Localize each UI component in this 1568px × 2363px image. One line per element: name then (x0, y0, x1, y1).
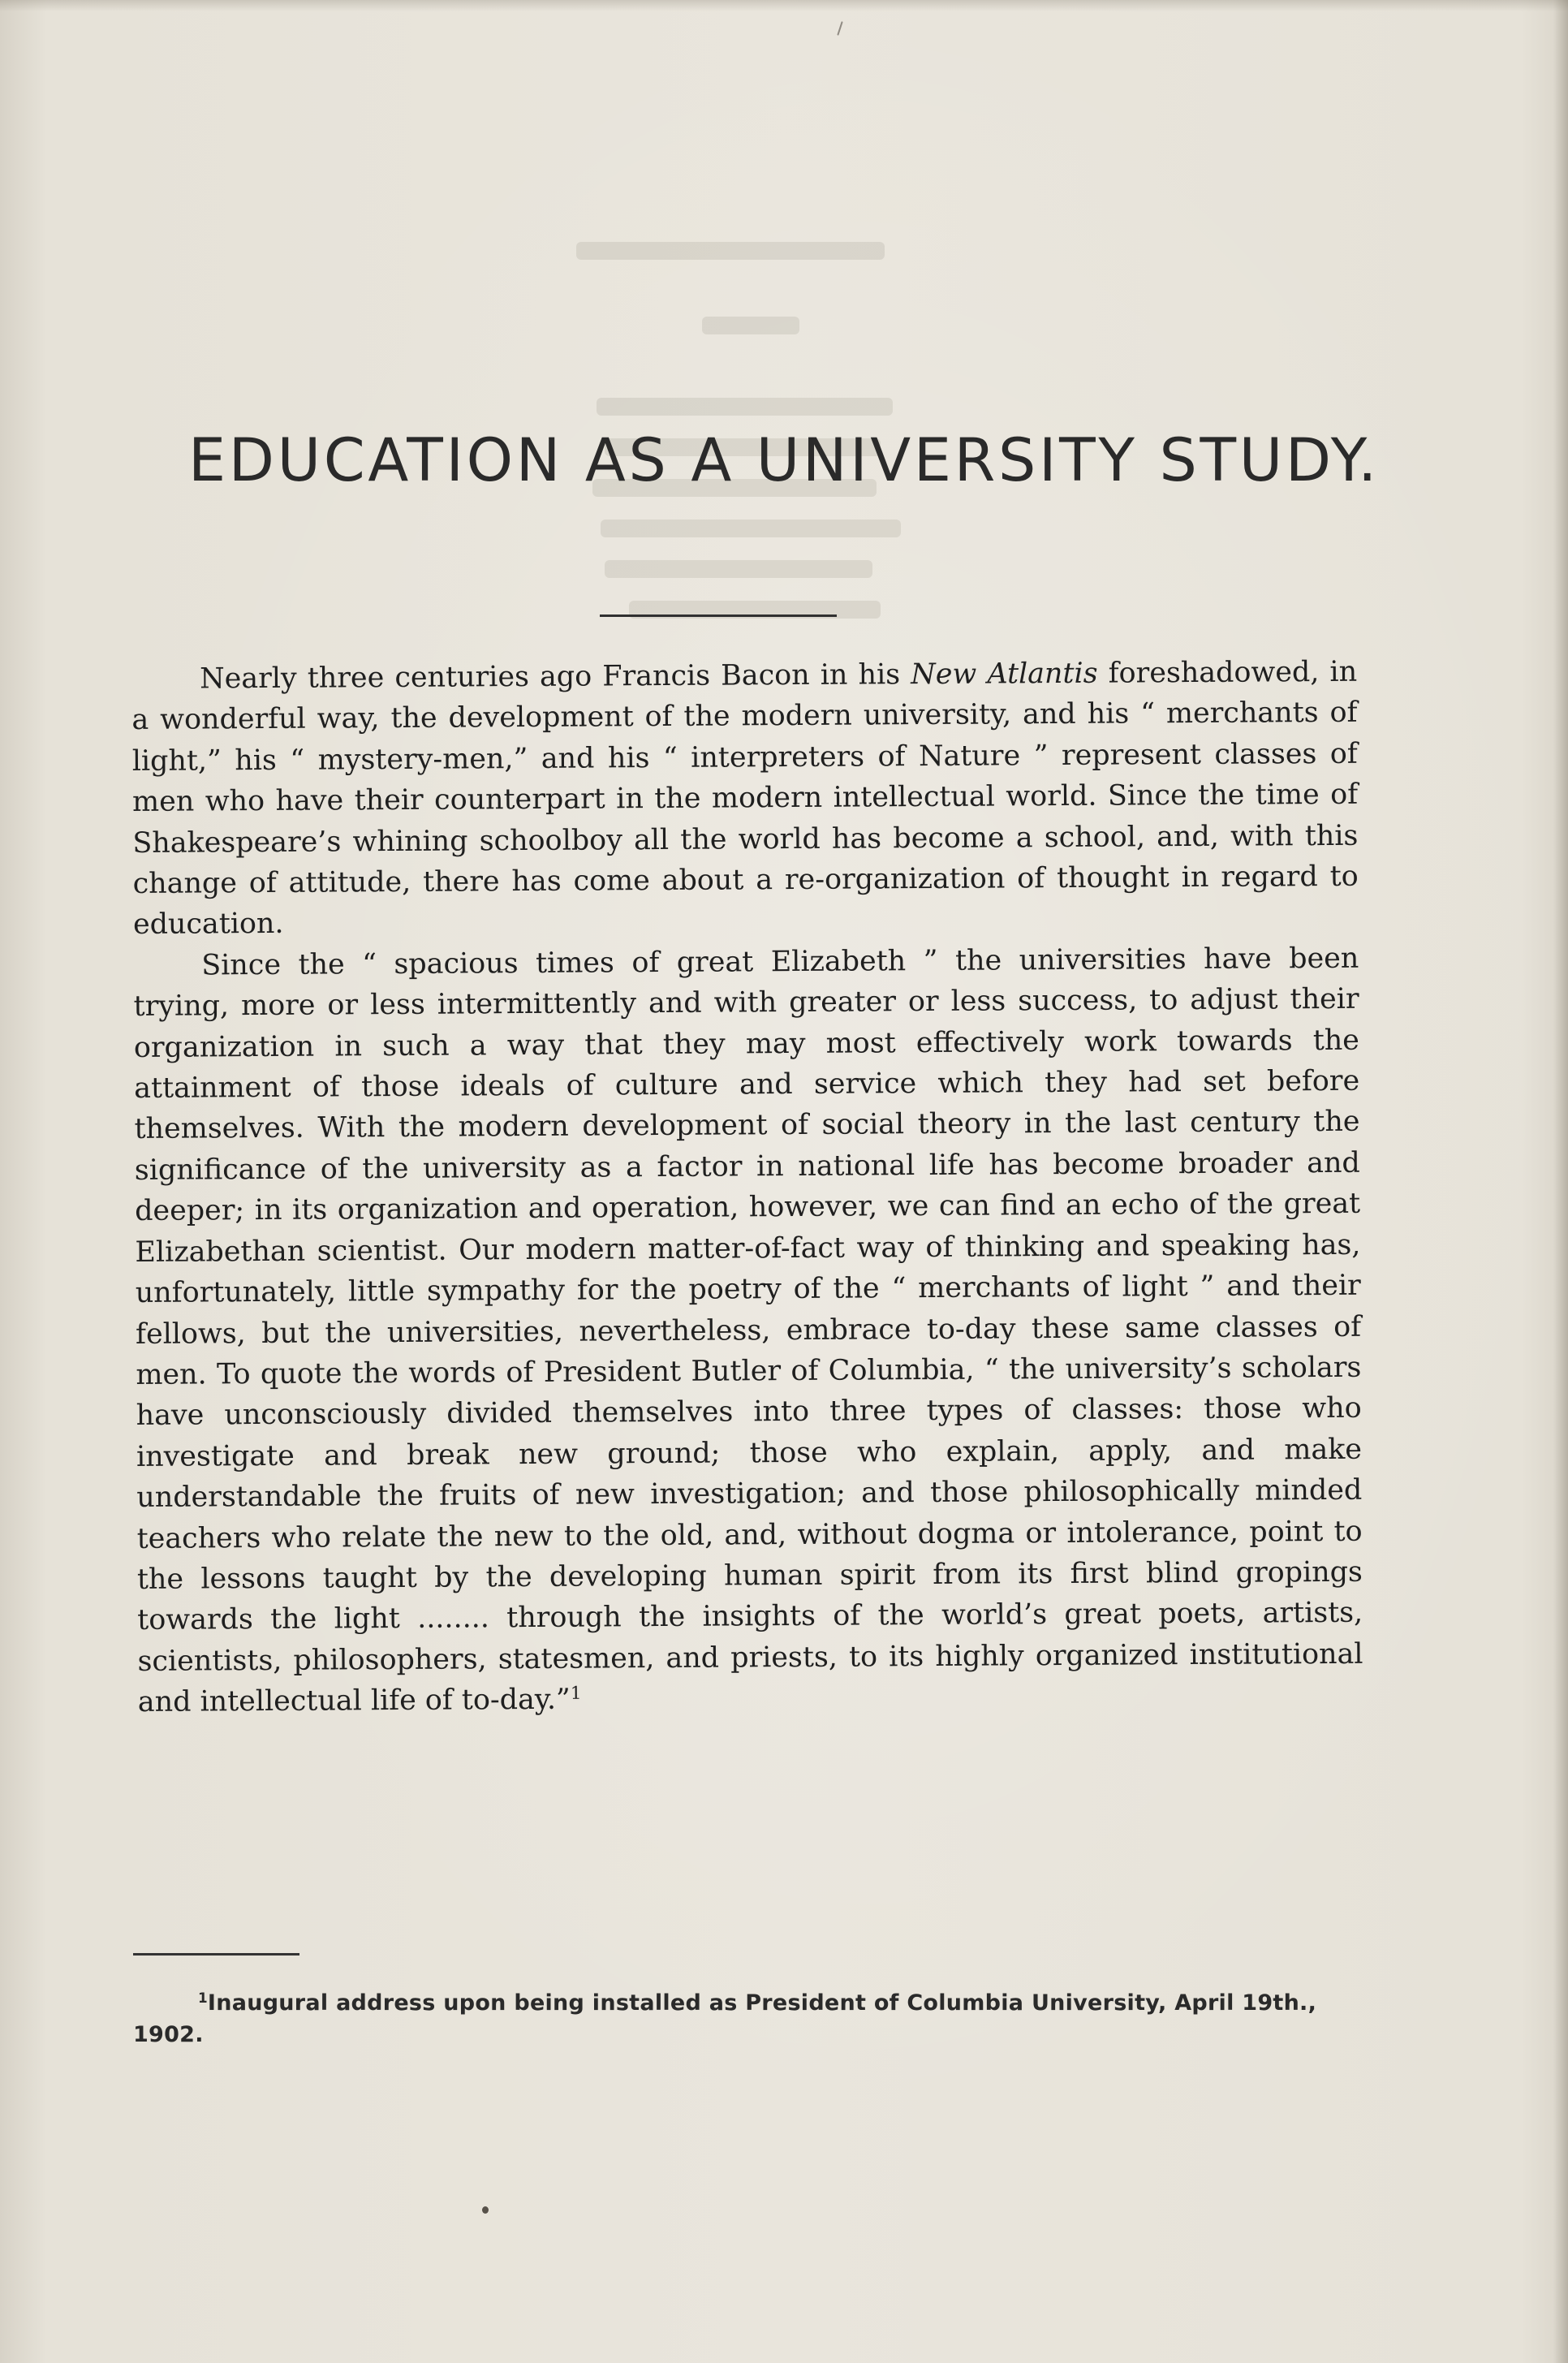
show-through-line (702, 317, 799, 334)
page-top-edge (0, 0, 1568, 11)
paragraph-2 (133, 938, 1363, 1723)
show-through-line (601, 520, 901, 537)
footnote-reference: 1 (570, 1683, 582, 1704)
paragraph-1-italic-title: New Atlantis (911, 657, 1098, 692)
paragraph-1-text-after: foreshadowed, in a wonderful way, the development of the modern university, and his “ merchants of light,” his “ mystery-men,” and his “ interpreters of Nature ” represent classes of men who have their counterpart in the modern intellectual world. Since the time of Shakespeare’s whining schoolboy all the world has become a school, and, with this change of attitude, there has come about a re-organization of thought in regard to education. (131, 655, 1359, 942)
footnote-text: Inaugural address upon being installed as President of Columbia University, April 19th., 1902. (133, 1990, 1317, 2047)
page-title: EDUCATION AS A UNIVERSITY STUDY. (187, 426, 1380, 495)
paper-speck (482, 2206, 489, 2214)
show-through-line (605, 560, 872, 578)
paragraph-1 (131, 652, 1359, 946)
show-through-line (597, 398, 893, 416)
show-through-line (576, 242, 885, 260)
paragraph-1-text-before: Nearly three centuries ago Francis Bacon in his (200, 658, 911, 696)
footnote-rule (133, 1953, 299, 1956)
title-rule (600, 614, 837, 617)
footnote (133, 1987, 1363, 2050)
page-right-edge (1553, 0, 1568, 2363)
paper-speck (837, 21, 842, 36)
body-text (131, 652, 1363, 1723)
footnote-marker: 1 (198, 1989, 208, 2006)
paragraph-2-text: Since the “ spacious times of great Elizabeth ” the universities have been trying, more or less intermittently and with greater or less success, to adjust their organization in such a way that they may most effectively work towards the attainment of those ideals of culture and service which they had set before themselves. With the modern development of social theory in the last century the significance of the university as a factor in national life has become broader and deeper; in its organization and operation, however, we can find an echo of the great Elizabethan scientist. Our modern matter-of-fact way of thinking and speaking has, unfortunately, little sympathy for the poetry of the “ merchants of light ” and their fellows, but the universities, nevertheless, embrace to-day these same classes of men. To quote the words of President Butler of Columbia, “ the university’s scholars have unconsciously divided themselves into three types of classes: those who investigate and break new ground; those who explain, apply, and make understandable the fruits of new investigation; and those philosophically minded teachers who relate the new to the old, and, without dogma or intolerance, point to the lessons taught by the developing human spirit from its first blind gropings towards the light ........ through the insights of the world’s great poets, artists, scientists, philosophers, statesmen, and priests, to its highly organized institutional and intellectual life of to-day.” (133, 942, 1363, 1719)
